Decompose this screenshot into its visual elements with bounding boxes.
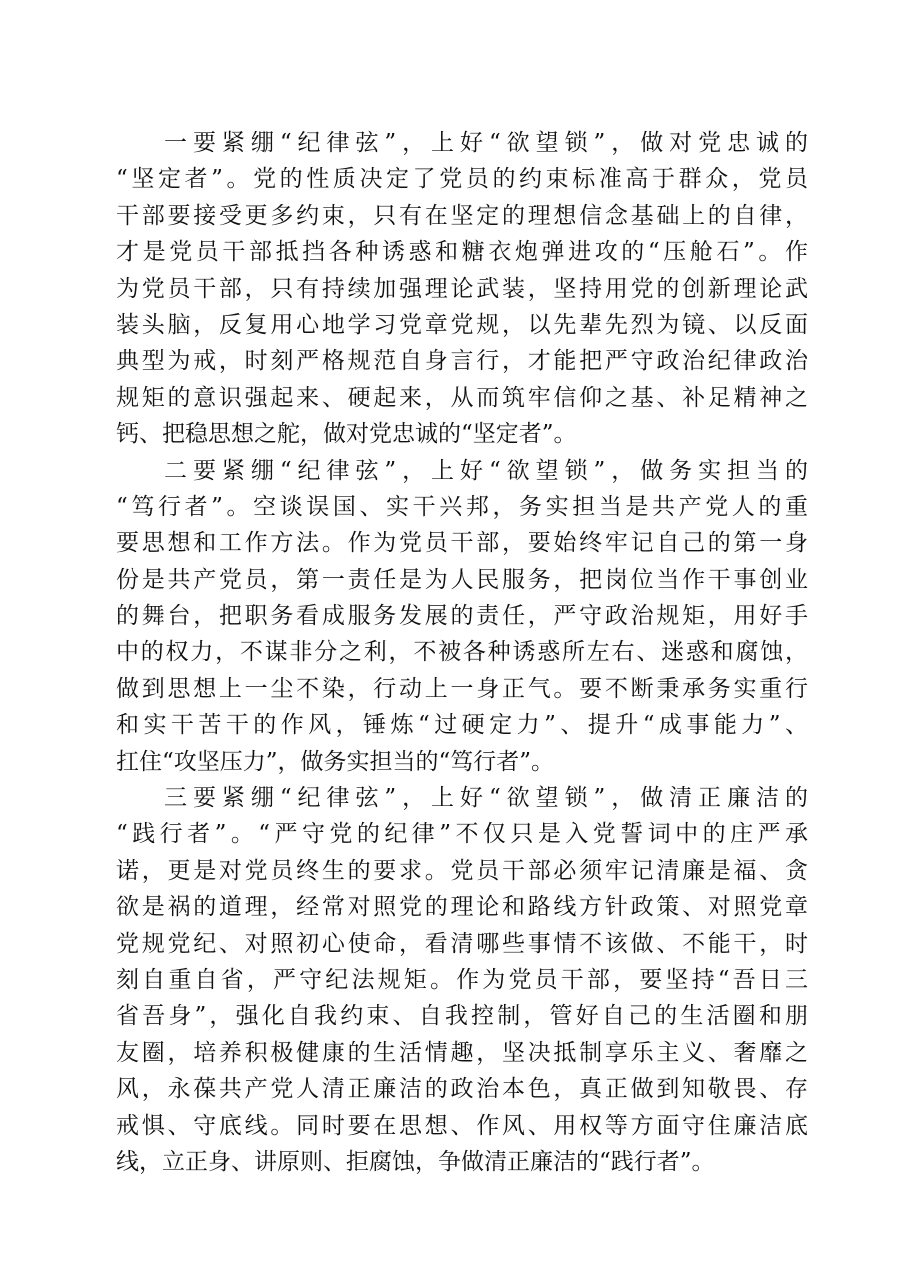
- paragraph-1-line-8: 规矩的意识强起来、硬起来，从而筑牢信仰之基、补足精神之: [116, 384, 808, 411]
- paragraph-1-line-4: 才是党员干部抵挡各种诱惑和糖衣炮弹进攻的“压舱石”。作: [116, 239, 808, 266]
- paragraph-3-line-7: 省吾身”，强化自我约束、自我控制，管好自己的生活圈和朋: [116, 1003, 808, 1030]
- paragraph-1-line-7: 典型为戒，时刻严格规范自身言行，才能把严守政治纪律政治: [116, 348, 808, 375]
- paragraph-2-line-7: 做到思想上一尘不染，行动上一身正气。要不断秉承务实重行: [116, 675, 808, 702]
- paragraph-3-line-5: 党规党纪、对照初心使命，看清哪些事情不该做、不能干，时: [116, 930, 808, 957]
- paragraph-2: [116, 453, 808, 781]
- paragraph-1-line-9: 钙、把稳思想之舵，做对党忠诚的“坚定者”。: [116, 421, 577, 448]
- paragraph-2-line-1: 二要紧绷“纪律弦”，上好“欲望锁”，做务实担当的: [164, 457, 808, 484]
- paragraph-2-line-5: 的舞台，把职务看成服务发展的责任，严守政治规矩，用好手: [116, 603, 808, 630]
- paragraph-3-line-6: 刻自重自省，严守纪法规矩。作为党员干部，要坚持“吾日三: [116, 966, 808, 993]
- paragraph-1: [116, 125, 808, 453]
- paragraph-3-line-2: “践行者”。“严守党的纪律”不仅只是入党誓词中的庄严承: [116, 821, 808, 848]
- paragraph-2-line-6: 中的权力，不谋非分之利，不被各种诱惑所左右、迷惑和腐蚀，: [116, 639, 808, 666]
- paragraph-2-line-9: 扛住“攻坚压力”，做务实担当的“笃行者”。: [116, 748, 555, 775]
- paragraph-3-line-3: 诺，更是对党员终生的要求。党员干部必须牢记清廉是福、贪: [116, 857, 808, 884]
- document-body: [116, 125, 808, 1180]
- paragraph-1-line-3: 干部要接受更多约束，只有在坚定的理想信念基础上的自律，: [116, 202, 808, 229]
- paragraph-3-line-1: 三要紧绷“纪律弦”，上好“欲望锁”，做清正廉洁的: [164, 785, 808, 812]
- paragraph-1-line-1: 一要紧绷“纪律弦”，上好“欲望锁”，做对党忠诚的: [164, 130, 808, 156]
- paragraph-3-line-9: 风，永葆共产党人清正廉洁的政治本色，真正做到知敬畏、存: [116, 1076, 808, 1103]
- paragraph-3-line-8: 友圈，培养积极健康的生活情趣，坚决抵制享乐主义、奢靡之: [116, 1039, 808, 1066]
- paragraph-3-line-11: 线，立正身、讲原则、拒腐蚀，争做清正廉洁的“践行者”。: [116, 1148, 715, 1175]
- paragraph-3: [116, 780, 808, 1180]
- paragraph-3-line-4: 欲是祸的道理，经常对照党的理论和路线方针政策、对照党章: [116, 894, 808, 921]
- paragraph-2-line-2: “笃行者”。空谈误国、实干兴邦，务实担当是共产党人的重: [116, 493, 808, 520]
- paragraph-1-line-2: “坚定者”。党的性质决定了党员的约束标准高于群众，党员: [116, 166, 808, 193]
- paragraph-2-line-8: 和实干苦干的作风，锤炼“过硬定力”、提升“成事能力”、: [116, 712, 808, 739]
- paragraph-2-line-3: 要思想和工作方法。作为党员干部，要始终牢记自己的第一身: [116, 530, 808, 557]
- paragraph-3-line-10: 戒惧、守底线。同时要在思想、作风、用权等方面守住廉洁底: [116, 1112, 808, 1139]
- paragraph-1-line-6: 装头脑，反复用心地学习党章党规，以先辈先烈为镜、以反面: [116, 311, 808, 338]
- paragraph-2-line-4: 份是共产党员，第一责任是为人民服务，把岗位当作干事创业: [116, 566, 808, 593]
- paragraph-1-line-5: 为党员干部，只有持续加强理论武装，坚持用党的创新理论武: [116, 275, 808, 302]
